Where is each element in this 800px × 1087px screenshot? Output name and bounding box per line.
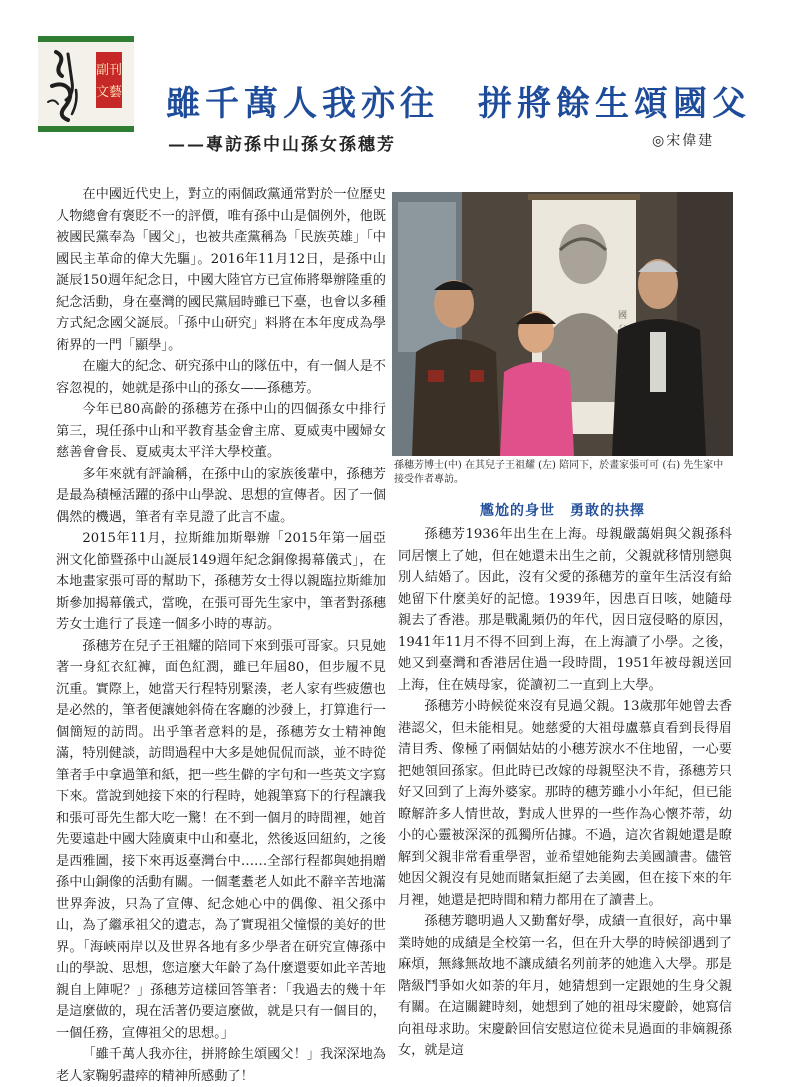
author-byline: ◎宋偉建: [652, 133, 715, 149]
paragraph: 在龐大的紀念、研究孫中山的隊伍中，有一個人是不容忽視的，她就是孫中山的孫女——孫穗芳。: [56, 359, 386, 396]
calligraphy-emblem-icon: [38, 42, 134, 126]
svg-text:國: 國: [618, 311, 628, 321]
paragraph: 「雖千萬人我亦往，拼將餘生頌國父！」我深深地為老人家鞠躬盡瘁的精神所感動了！: [56, 1047, 386, 1084]
paragraph: 孫穗芳聰明過人又勤奮好學，成績一直很好，高中畢業時她的成績是全校第一名，但在升大學的時候卻遇到了麻煩，無緣無故地不讓成績名列前茅的她進入大學。那是階級鬥爭如火如荼的年月，她猜想到一定跟她的生身父親有關。在這關鍵時刻，她想到了她的祖母宋慶齡，她寫信向祖母求助。宋慶齡回信安慰這位從未見過面的非嫡親孫女，就是這: [398, 914, 732, 1058]
photo-caption: 孫穗芳博士(中) 在其兒子王祖耀 (左) 陪同下，於畫家張可可 (右) 先生家中接受作者專訪。: [394, 460, 724, 485]
svg-text:文藝: 文藝: [95, 85, 123, 100]
paragraph: 孫穗芳在兒子王祖耀的陪同下來到張可哥家。只見她著一身紅衣紅褲，面色紅潤，雖已年屆80，但步履不見沉重。實際上，她當天行程特別緊湊，老人家有些疲憊也是必然的，筆者便讓她斜倚在客廳的沙發上，打算進行一個簡短的訪問。出乎筆者意料的是，孫穗芳女士精神飽滿，特別健談，訪問過程中大多是她侃侃而談，並不時從筆者手中拿過筆和紙，把一些生僻的字句和一些英文字寫下來。當說到她接下來的行程時，她親筆寫下的行程讓我和張可哥先生都大吃一驚！在不到一個月的時間裡，她首先要遠赴中國大陸廣東中山和臺北，然後返回紐約，之後是西雅圖，接下來再返臺灣台中……全部行程都與她捐贈孫中山銅像的活動有關。一個耄耋老人如此不辭辛苦地滿世界奔波，只為了宣傳、紀念她心中的偶像、祖父孫中山，為了繼承祖父的遺志，為了實現祖父憧憬的美好的世界。「海峽兩岸以及世界各地有多少學者在研究宣傳孫中山的學說、思想，您這麼大年齡了為什麼還要如此辛苦地親自上陣呢？」孫穗芳這樣回答筆者：「我過去的幾十年是這麼做的，現在活著仍要這麼做，就是只有一個目的，一個任務，宣傳祖父的思想。」: [56, 638, 386, 1041]
article-right-column: [398, 524, 732, 1062]
paragraph: 今年已80高齡的孫穗芳在孫中山的四個孫女中排行第三，現任孫中山和平教育基金會主席、夏威夷中國婦女慈善會會長、夏威夷太平洋大學校董。: [56, 402, 386, 460]
paragraph: 孫穗芳1936年出生在上海。母親嚴藹娟與父親孫科同居懷上了她，但在她還未出生之前，父親就移情別戀與別人結婚了。因此，沒有父愛的孫穗芳的童年生活沒有給她留下什麼美好的記憶。1939年，因患百日咳，她隨母親去了香港。那是戰亂頻仍的年代，因日寇侵略的原因，1941年11月不得不回到上海，在上海讀了小學。之後，她又到臺灣和香港居住過一段時間，1951年被母親送回上海，住在姨母家，從讀初二一直到上大學。: [398, 527, 732, 693]
paragraph: 孫穗芳小時候從來沒有見過父親。13歲那年她曾去香港認父，但未能相見。她慈愛的大祖母盧慕貞看到長得眉清目秀、像極了兩個姑姑的小穗芳淚水不住地留，一心要把她領回孫家。但此時已改嫁的母親堅決不肯，孫穗芳只好又回到了上海外婆家。那時的穗芳雖小小年紀，但已能瞭解許多人情世故，對成人世界的一些作為心懷芥蒂，幼小的心靈被深深的孤獨所佔據。不過，這次省親她還是瞭解到父親非常看重學習，並希望她能夠去美國讀書。儘管她因父親沒有見她而賭氣拒絕了去美國，但在接下來的年月裡，她還是把時間和精力都用在了讀書上。: [398, 699, 732, 908]
logo-badge-text: 副刊: [95, 63, 123, 78]
logo-artwork: [38, 42, 134, 126]
interview-photo: [392, 192, 733, 456]
section-heading: 尷尬的身世 勇敢的抉擇: [480, 503, 645, 519]
logo-bottom-bar: [38, 126, 134, 132]
magazine-logo: [38, 36, 134, 132]
article-subtitle: ——專訪孫中山孫女孫穗芳: [168, 135, 396, 155]
paragraph: 在中國近代史上，對立的兩個政黨通常對於一位歷史人物總會有褒貶不一的評價，唯有孫中山是個例外，他既被國民黨奉為「國父」，也被共產黨稱為「民族英雄」「中國民主革命的偉大先驅」。2016年11月12日，是孫中山誕辰150週年紀念日，中國大陸官方已宣佈將舉辦隆重的紀念活動，身在臺灣的國民黨屆時雖已下臺，也會以多種方式紀念國父誕辰。「孫中山研究」料將在本年度成為學術界的一門「顯學」。: [56, 187, 386, 353]
paragraph: 2015年11月，拉斯維加斯舉辦「2015年第一屆亞洲文化節暨孫中山誕辰149週年紀念銅像揭幕儀式」，在本地畫家張可哥的幫助下，孫穗芳女士得以親臨拉斯維加斯參加揭幕儀式，當晚，在張可哥先生家中，筆者對孫穗芳女士進行了長達一個多小時的專訪。: [56, 531, 386, 632]
article-left-column: [56, 184, 386, 1087]
article-title: 雖千萬人我亦往 拼將餘生頌國父: [166, 84, 751, 124]
paragraph: 多年來就有評論稱，在孫中山的家族後輩中，孫穗芳是最為積極活躍的孫中山學說、思想的宣傳者。因了一個偶然的機遇，筆者有幸見證了此言不虛。: [56, 466, 386, 525]
